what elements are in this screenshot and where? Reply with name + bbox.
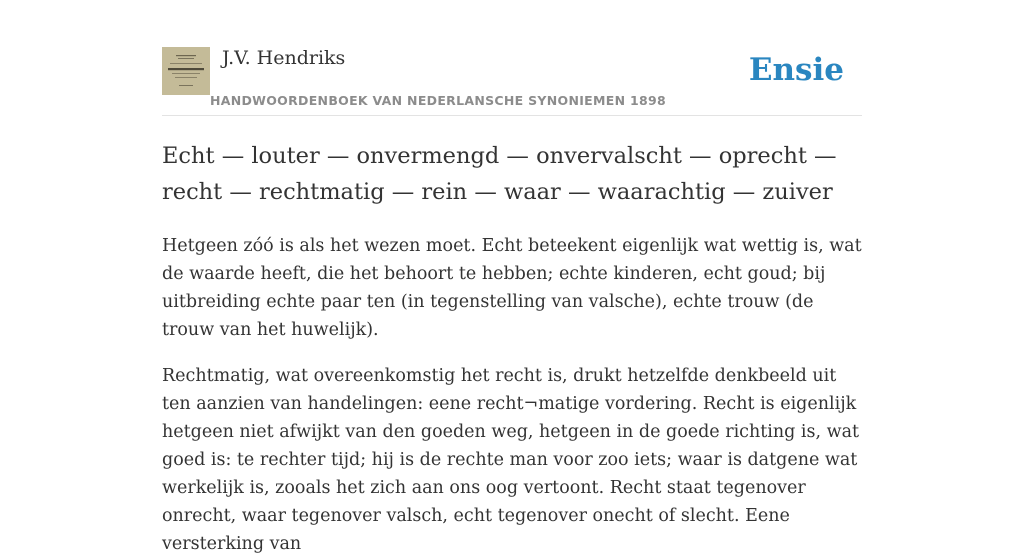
entry-header <box>162 0 862 116</box>
entry-title: Echt — louter — onvermengd — onvervalscht — oprecht — recht — rechtmatig — rein — waar — waarachtig — zuiver <box>162 143 837 205</box>
book-cover-avatar[interactable] <box>162 47 210 95</box>
author-name[interactable]: J.V. Hendriks <box>222 47 346 69</box>
entry-paragraph: Hetgeen zóó is als het wezen moet. Echt beteekent eigenlijk wat wettig is, wat de waarde heeft, die het behoort te hebben; echte kinderen, echt goud; bij uitbreiding echte paar ten (in tegenstelling van valsche), echte trouw (de trouw van het huwelijk). <box>162 236 862 340</box>
book-cover-icon <box>162 47 210 95</box>
source-book-title[interactable]: HANDWOORDENBOEK VAN NEDERLANSCHE SYNONIEMEN 1898 <box>210 93 667 108</box>
entry-paragraph: Rechtmatig, wat overeenkomstig het recht is, drukt hetzelfde denkbeeld uit ten aanzien van handelingen: eene recht¬matige vordering. Recht is eigenlijk hetgeen niet afwijkt van den goeden weg, hetgeen in de goede richting is, wat goed is: te rechter tijd; hij is de rechte man voor zoo iets; waar is datgene wat werkelijk is, zooals het zich aan ons oog vertoont. Recht staat tegenover onrecht, waar tegenover valsch, echt tegenover onecht of slecht. Eene versterking van <box>162 366 860 554</box>
ensie-logo[interactable]: Ensie <box>748 52 844 88</box>
content-column <box>162 0 862 558</box>
